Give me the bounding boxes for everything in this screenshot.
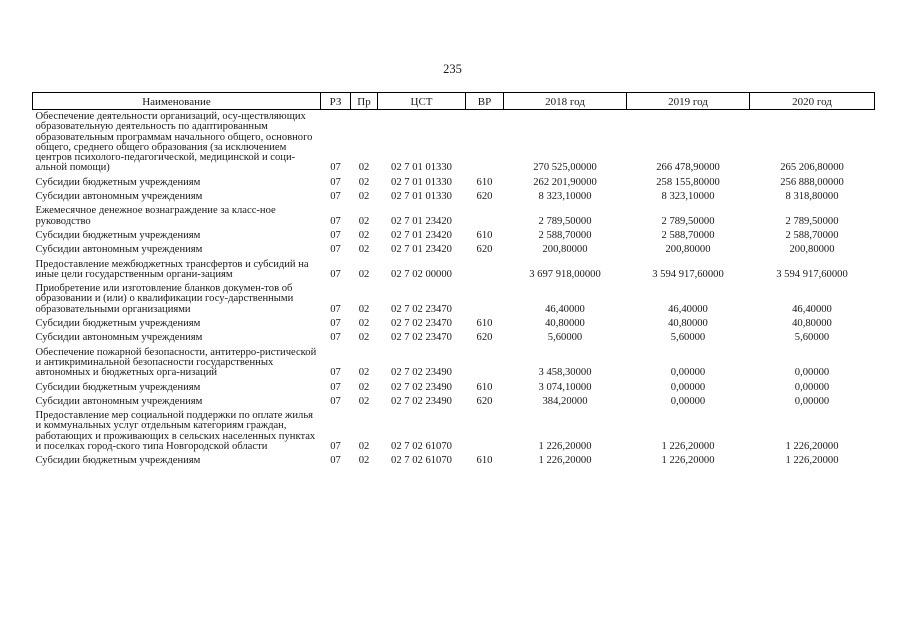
cell-2018: 384,20000 xyxy=(542,395,588,407)
cell-vr xyxy=(466,204,504,229)
cell-cst: 02 7 01 01330 xyxy=(391,191,452,203)
cell-2018: 46,40000 xyxy=(545,303,585,315)
table-row xyxy=(33,409,875,454)
cell-cst: 02 7 02 23470 xyxy=(391,332,452,344)
cell-pr: 02 xyxy=(358,229,370,241)
cell-cst: 02 7 01 23420 xyxy=(391,244,452,256)
cell-cst: 02 7 02 23470 xyxy=(391,318,452,330)
cell-name: Субсидии автономным учреждениям xyxy=(35,244,203,256)
cell-2018: 5,60000 xyxy=(547,332,583,344)
cell-2020: 8 318,80000 xyxy=(785,191,839,203)
header-pr: Пр xyxy=(351,93,378,110)
cell-2019: 1 226,20000 xyxy=(661,441,715,453)
cell-name: Субсидии бюджетным учреждениям xyxy=(35,229,201,241)
cell-2018: 3 458,30000 xyxy=(538,367,592,379)
cell-vr xyxy=(466,346,504,381)
table-row xyxy=(33,204,875,229)
table-row xyxy=(33,395,875,409)
cell-vr xyxy=(466,110,504,176)
budget-table xyxy=(32,92,875,469)
cell-pr: 02 xyxy=(358,455,370,467)
cell-pr: 02 xyxy=(358,367,370,379)
cell-2018: 262 201,90000 xyxy=(533,176,597,188)
header-2018: 2018 год xyxy=(504,93,627,110)
cell-2019: 0,00000 xyxy=(670,367,706,379)
cell-2018: 270 525,00000 xyxy=(533,162,597,174)
cell-rz: 07 xyxy=(330,381,341,393)
cell-2020: 256 888,00000 xyxy=(780,176,844,188)
cell-rz: 07 xyxy=(330,441,341,453)
cell-name: Субсидии бюджетным учреждениям xyxy=(35,176,201,188)
cell-vr xyxy=(466,409,504,454)
cell-2019: 5,60000 xyxy=(670,332,706,344)
cell-name: Обеспечение деятельности организаций, осу-ществляющих образовательную деятельность по адаптированным образовательным программам начального общего, основного общего, среднего общего образования (за исключением центров психолого-педагогической, медицинской и соци-альной помощи) xyxy=(35,111,313,174)
cell-vr: 610 xyxy=(476,455,493,467)
cell-2019: 46,40000 xyxy=(668,303,708,315)
cell-name: Субсидии автономным учреждениям xyxy=(35,332,203,344)
cell-rz: 07 xyxy=(330,215,341,227)
cell-vr xyxy=(466,258,504,283)
cell-rz: 07 xyxy=(330,367,341,379)
cell-vr xyxy=(466,282,504,317)
cell-pr: 02 xyxy=(358,381,370,393)
cell-cst: 02 7 01 01330 xyxy=(391,162,452,174)
cell-name: Предоставление мер социальной поддержки по оплате жилья и коммунальных услуг отдельным категориям граждан, работающих и проживающих в сельских населенных пунктах и поселках город-ского типа Новгородской области xyxy=(35,410,316,453)
cell-2018: 3 074,10000 xyxy=(538,381,592,393)
cell-2019: 266 478,90000 xyxy=(656,162,720,174)
header-rz: РЗ xyxy=(321,93,351,110)
cell-2020: 265 206,80000 xyxy=(780,162,844,174)
table-row xyxy=(33,258,875,283)
cell-rz: 07 xyxy=(330,303,341,315)
cell-2020: 40,80000 xyxy=(792,318,832,330)
cell-2020: 0,00000 xyxy=(794,395,830,407)
cell-pr: 02 xyxy=(358,303,370,315)
cell-rz: 07 xyxy=(330,162,341,174)
cell-rz: 07 xyxy=(330,229,341,241)
cell-name: Субсидии автономным учреждениям xyxy=(35,191,203,203)
header-vr: ВР xyxy=(466,93,504,110)
table-row xyxy=(33,229,875,243)
cell-rz: 07 xyxy=(330,268,341,280)
cell-2018: 40,80000 xyxy=(545,318,585,330)
cell-cst: 02 7 01 01330 xyxy=(391,176,452,188)
cell-pr: 02 xyxy=(358,268,370,280)
table-row xyxy=(33,346,875,381)
cell-pr: 02 xyxy=(358,318,370,330)
cell-vr: 620 xyxy=(476,332,493,344)
cell-cst: 02 7 02 23490 xyxy=(391,381,452,393)
cell-pr: 02 xyxy=(358,395,370,407)
table-row xyxy=(33,243,875,257)
cell-cst: 02 7 02 23470 xyxy=(391,303,452,315)
page-number: 235 xyxy=(443,62,462,76)
cell-vr: 620 xyxy=(476,244,493,256)
cell-2018: 2 789,50000 xyxy=(538,215,592,227)
cell-2020: 1 226,20000 xyxy=(785,441,839,453)
cell-rz: 07 xyxy=(330,176,341,188)
cell-cst: 02 7 02 00000 xyxy=(391,268,452,280)
cell-pr: 02 xyxy=(358,332,370,344)
cell-rz: 07 xyxy=(330,332,341,344)
header-cst: ЦСТ xyxy=(378,93,466,110)
header-2020: 2020 год xyxy=(750,93,875,110)
cell-name: Ежемесячное денежное вознаграждение за класс-ное руководство xyxy=(35,205,276,227)
table-row xyxy=(33,317,875,331)
cell-rz: 07 xyxy=(330,318,341,330)
cell-rz: 07 xyxy=(330,455,341,467)
table-row xyxy=(33,110,875,176)
cell-pr: 02 xyxy=(358,176,370,188)
table-body xyxy=(33,110,875,469)
table-row xyxy=(33,190,875,204)
cell-pr: 02 xyxy=(358,215,370,227)
table-row xyxy=(33,176,875,190)
cell-2018: 8 323,10000 xyxy=(538,191,592,203)
cell-vr: 620 xyxy=(476,191,493,203)
table-header-row xyxy=(33,93,875,110)
table-row xyxy=(33,331,875,345)
cell-2018: 3 697 918,00000 xyxy=(529,268,601,280)
cell-2019: 0,00000 xyxy=(670,381,706,393)
cell-pr: 02 xyxy=(358,191,370,203)
cell-cst: 02 7 02 61070 xyxy=(391,441,452,453)
cell-2019: 258 155,80000 xyxy=(656,176,720,188)
cell-2020: 2 789,50000 xyxy=(785,215,839,227)
table-row xyxy=(33,454,875,468)
cell-name: Субсидии бюджетным учреждениям xyxy=(35,381,201,393)
cell-name: Предоставление межбюджетных трансфертов и субсидий на иные цели государственным органи-зациям xyxy=(35,258,309,280)
header-2019: 2019 год xyxy=(627,93,750,110)
cell-pr: 02 xyxy=(358,441,370,453)
cell-2019: 8 323,10000 xyxy=(661,191,715,203)
cell-2020: 5,60000 xyxy=(794,332,830,344)
cell-2019: 40,80000 xyxy=(668,318,708,330)
cell-2020: 1 226,20000 xyxy=(785,455,839,467)
cell-rz: 07 xyxy=(330,191,341,203)
cell-name: Приобретение или изготовление бланков докумен-тов об образовании и (или) о квалификации госу-дарственными образовательными организациями xyxy=(35,283,294,315)
cell-cst: 02 7 02 23490 xyxy=(391,395,452,407)
cell-pr: 02 xyxy=(358,244,370,256)
cell-cst: 02 7 02 61070 xyxy=(391,455,452,467)
cell-2018: 1 226,20000 xyxy=(538,455,592,467)
cell-2019: 0,00000 xyxy=(670,395,706,407)
cell-2018: 2 588,70000 xyxy=(538,229,592,241)
cell-2020: 46,40000 xyxy=(792,303,832,315)
cell-rz: 07 xyxy=(330,395,341,407)
cell-2019: 3 594 917,60000 xyxy=(652,268,724,280)
cell-cst: 02 7 01 23420 xyxy=(391,229,452,241)
cell-pr: 02 xyxy=(358,162,370,174)
cell-name: Субсидии автономным учреждениям xyxy=(35,395,203,407)
cell-name: Обеспечение пожарной безопасности, антитерро-ристической и антикриминальной безопасности государственных автономных и бюджетных орга-низаций xyxy=(35,346,317,379)
table-row xyxy=(33,282,875,317)
cell-2020: 3 594 917,60000 xyxy=(776,268,848,280)
cell-2019: 200,80000 xyxy=(665,244,711,256)
cell-vr: 620 xyxy=(476,395,493,407)
table-row xyxy=(33,381,875,395)
cell-2020: 200,80000 xyxy=(789,244,835,256)
cell-2018: 1 226,20000 xyxy=(538,441,592,453)
cell-2018: 200,80000 xyxy=(542,244,588,256)
cell-cst: 02 7 01 23420 xyxy=(391,215,452,227)
cell-rz: 07 xyxy=(330,244,341,256)
cell-vr: 610 xyxy=(476,318,493,330)
cell-vr: 610 xyxy=(476,229,493,241)
cell-2019: 1 226,20000 xyxy=(661,455,715,467)
cell-2020: 0,00000 xyxy=(794,381,830,393)
cell-2019: 2 789,50000 xyxy=(661,215,715,227)
cell-vr: 610 xyxy=(476,381,493,393)
header-name: Наименование xyxy=(33,93,321,110)
cell-vr: 610 xyxy=(476,176,493,188)
cell-cst: 02 7 02 23490 xyxy=(391,367,452,379)
cell-name: Субсидии бюджетным учреждениям xyxy=(35,318,201,330)
cell-2019: 2 588,70000 xyxy=(661,229,715,241)
cell-name: Субсидии бюджетным учреждениям xyxy=(35,455,201,467)
cell-2020: 0,00000 xyxy=(794,367,830,379)
cell-2020: 2 588,70000 xyxy=(785,229,839,241)
